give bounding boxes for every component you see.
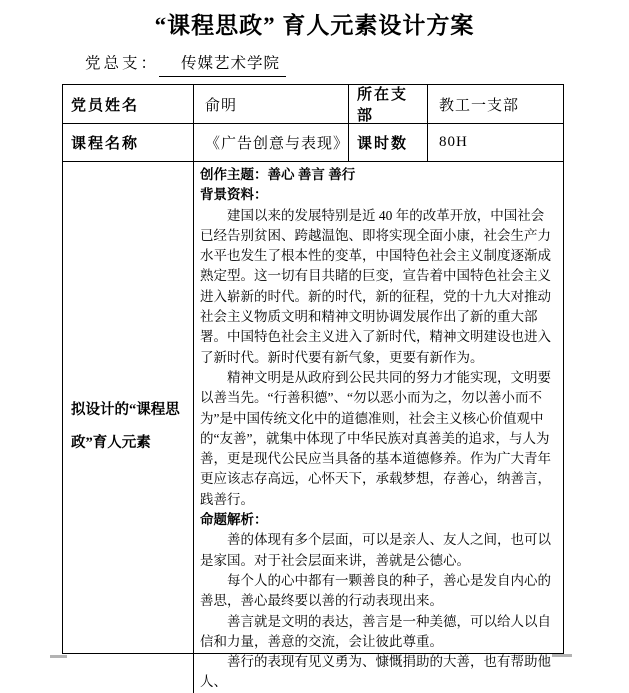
page-title: “课程思政” 育人元素设计方案: [154, 13, 475, 38]
hours-label-cell: 课时数: [349, 124, 428, 162]
party-branch-value: 传媒艺术学院: [159, 51, 286, 77]
design-elements-content: [194, 162, 563, 693]
course-name-label: 课程名称: [63, 124, 194, 162]
creation-theme-heading: 创作主题：善心 善言 善行: [200, 167, 356, 182]
design-elements-label-text: 拟设计的“课程思政”育人元素: [71, 402, 180, 452]
branch-value-cell: 教工一支部: [428, 85, 563, 124]
branch-label-cell: 所在支部: [349, 85, 428, 124]
course-name-value: 《广告创意与表现》: [194, 124, 349, 162]
party-branch-line: [85, 51, 286, 77]
background-paragraph-2: 精神文明是从政府到公民共同的努力才能实现，文明要以善当先。“行善积德”、“勿以恶小而为之，勿以善小而不为”是中国传统文化中的道德准则，社会主义核心价值观中的“友善”，就集中体现了中华民族对真善美的追求，与人为善，更是现代公民应当具备的基本道德修养。作为广大青年更应该志存高远，心怀天下，承载梦想，存善心，纳善言，践善行。: [200, 369, 551, 507]
analysis-paragraph-1: 善的体现有多个层面，可以是亲人、友人之间，也可以是家国。对于社会层面来讲，善就是公德心。: [200, 532, 551, 568]
party-branch-label: 党总支：: [85, 55, 160, 72]
analysis-heading: 命题解析：: [200, 512, 268, 528]
next-page-edge-left: [50, 655, 67, 658]
background-paragraph-1: 建国以来的发展特别是近 40 年的改革开放，中国社会已经告别贫困、跨越温饱、即将实现全面小康，社会生产力水平也发生了根本性的变革，中国特色社会主义制度逐渐成熟定型。这一切有目共睹的巨变，宣告着中国特色社会主义进入崭新的时代。新的时代，新的征程，党的十九大对推动社会主义物质文明和精神文明协调发展作出了新的重大部署。中国特色社会主义进入了新时代，精神文明建设也进入了新时代。新时代要有新气象，更要有新作为。: [200, 207, 551, 365]
next-page-edge-right: [552, 654, 572, 657]
background-heading: 背景资料：: [200, 187, 268, 203]
member-name-value: 俞明: [194, 85, 349, 124]
design-elements-label: [63, 162, 194, 693]
member-name-label: 党员姓名: [63, 85, 194, 124]
design-form-table: [62, 84, 564, 690]
hours-value-cell: 80H: [428, 124, 563, 162]
analysis-paragraph-3: 善言就是文明的表达，善言是一种美德，可以给人以自信和力量，善意的交流，会让彼此尊重。: [200, 613, 551, 649]
analysis-paragraph-2: 每个人的心中都有一颗善良的种子，善心是发自内心的善思，善心最终要以善的行动表现出来。: [200, 572, 551, 609]
analysis-paragraph-4: 善行的表现有见义勇为、慷慨捐助的大善，也有帮助他人、: [200, 654, 551, 690]
